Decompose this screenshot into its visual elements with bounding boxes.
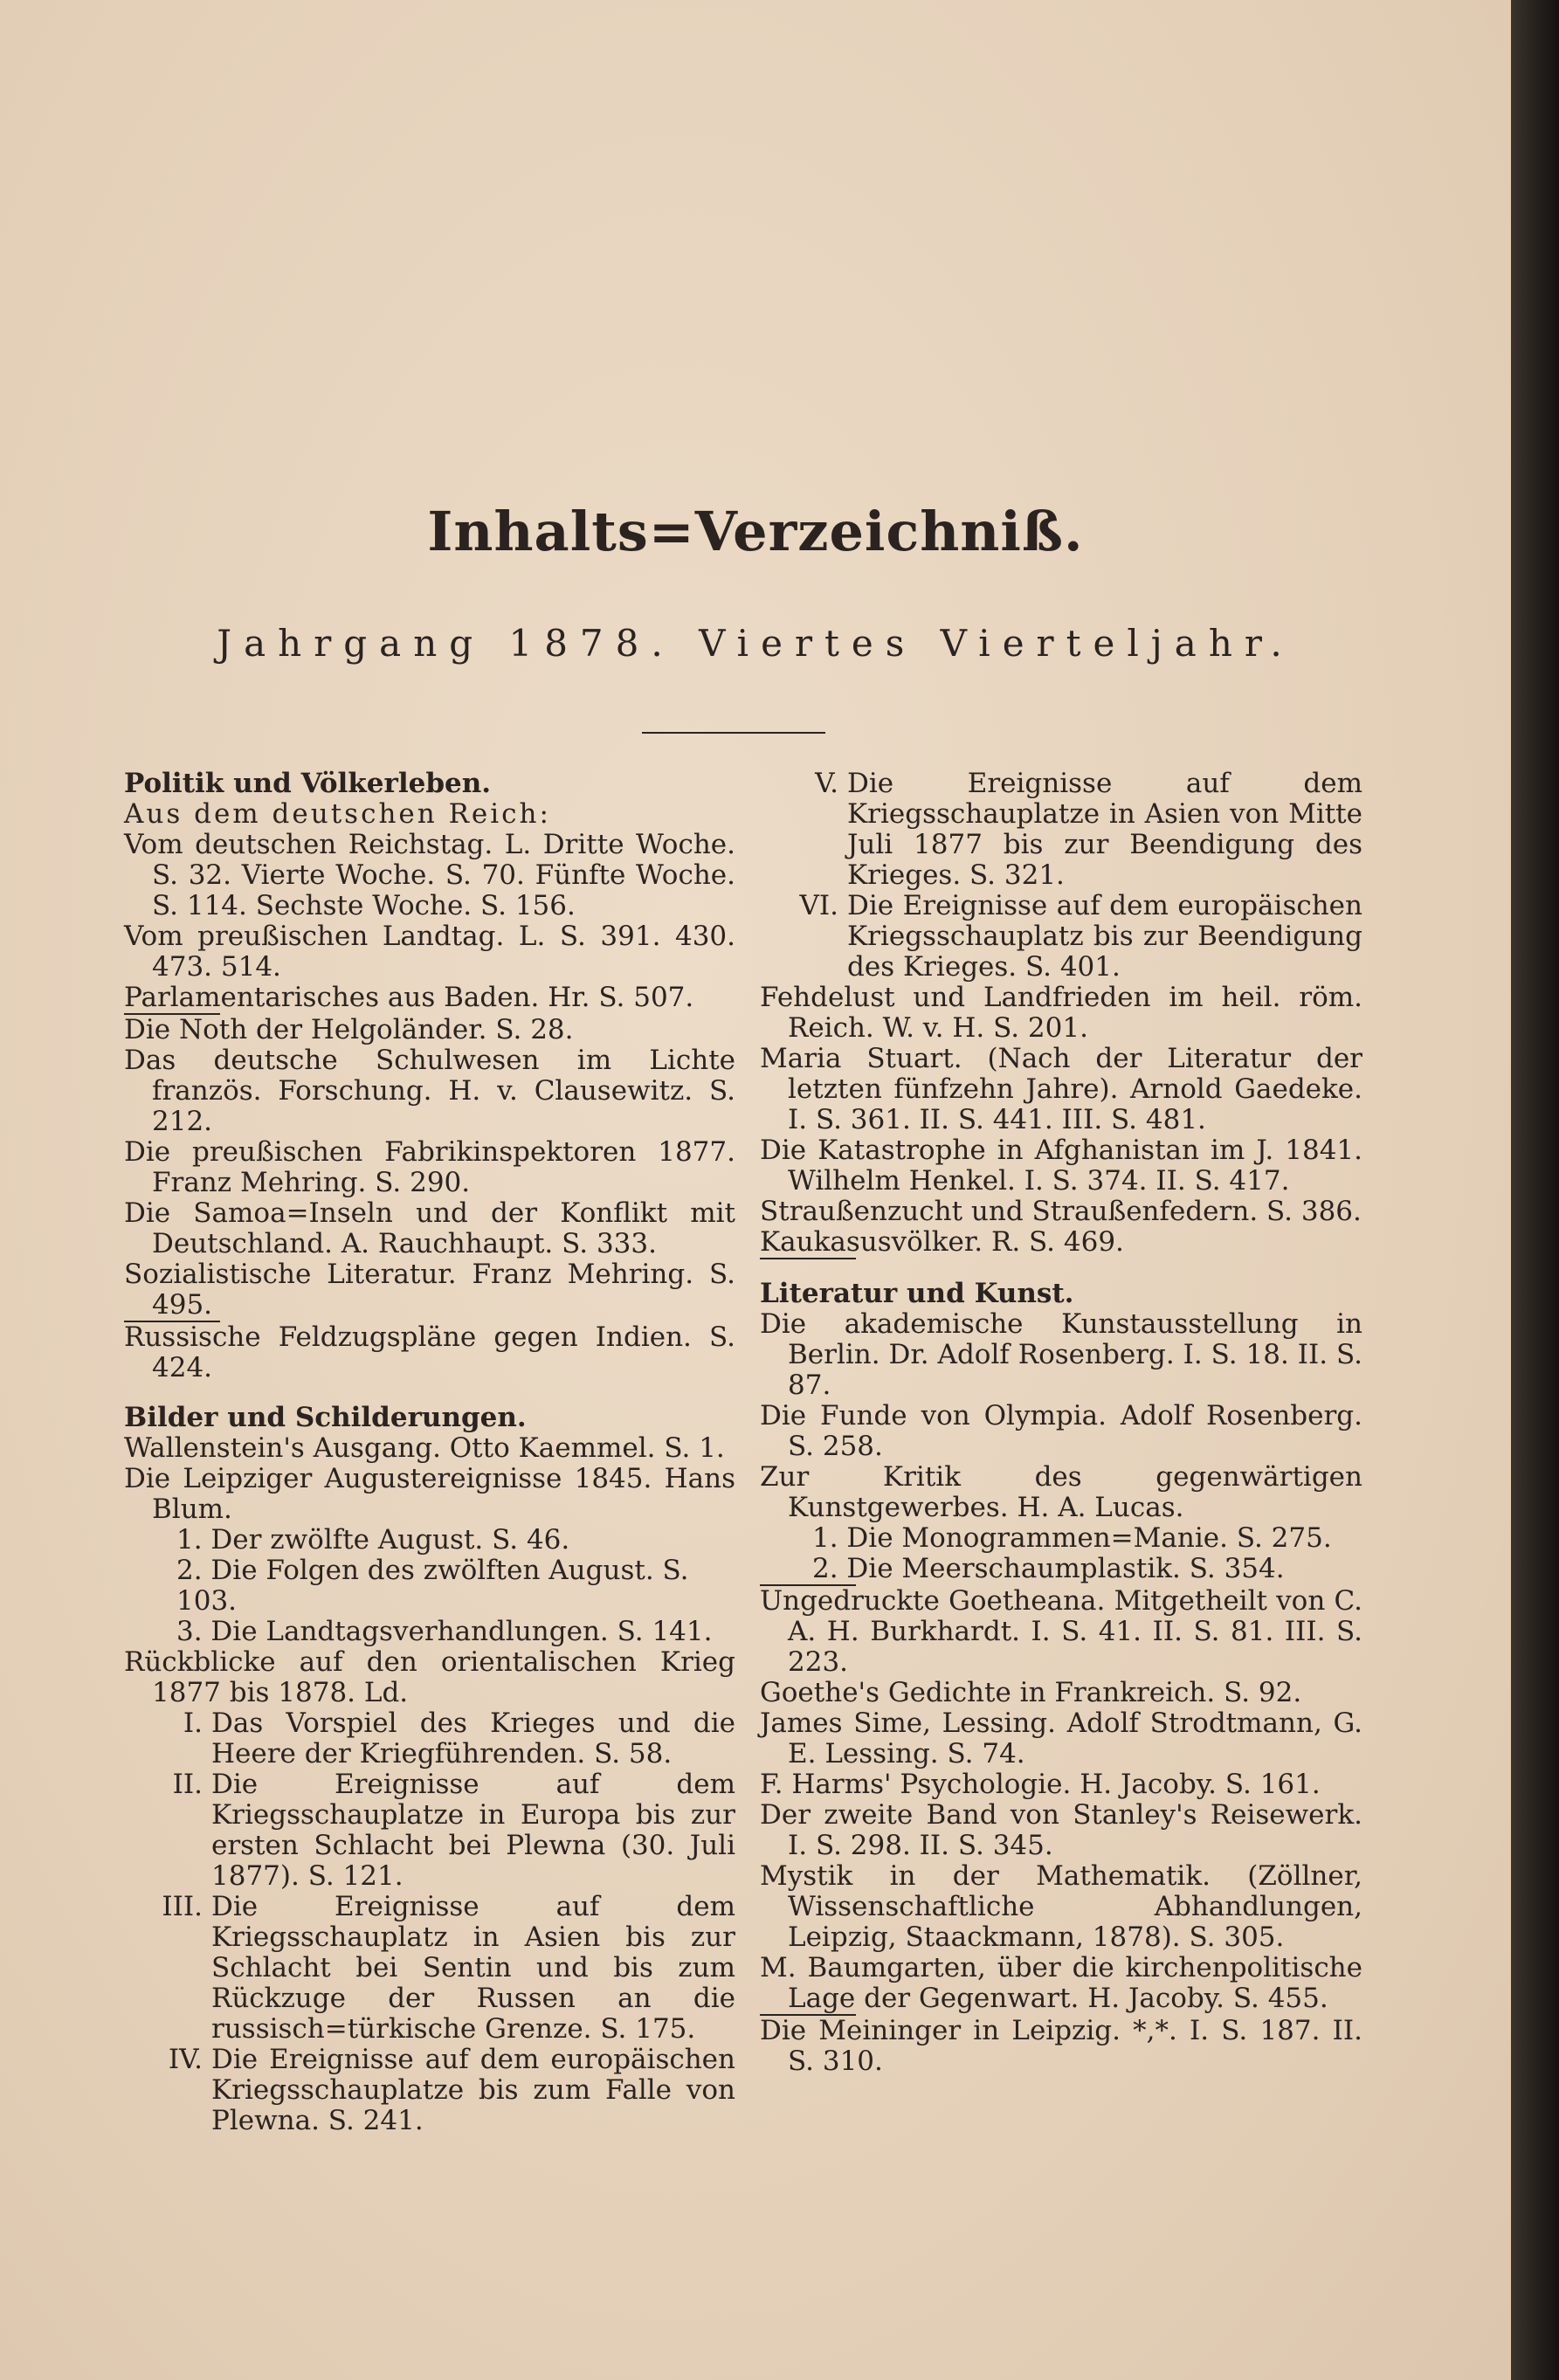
toc-roman-entry (760, 891, 1362, 983)
right-column (760, 769, 1362, 2077)
roman-numeral: I. (183, 1707, 203, 1739)
toc-roman-entry (124, 1708, 735, 1769)
toc-roman-entry (124, 2045, 735, 2136)
section-heading: Bilder und Schilderungen. (124, 1402, 527, 1433)
toc-entry: Der zweite Band von Stanley's Reisewerk. I. S. 298. II. S. 345. (760, 1799, 1362, 1861)
toc-entry: Vom deutschen Reichstag. L. Dritte Woche. S. 32. Vierte Woche. S. 70. Fünfte Woche. S. 114. Sechste Woche. S. 156. (124, 829, 735, 921)
roman-text: Die Ereignisse auf dem Kriegsschauplatze in Europa bis zur ersten Schlacht bei Plewna (30. Juli 1877). S. 121. (211, 1769, 735, 1892)
roman-text: Das Vorspiel des Krieges und die Heere der Kriegführenden. S. 58. (211, 1707, 735, 1769)
roman-text: Die Ereignisse auf dem europäischen Kriegsschauplatze bis zum Falle von Plewna. S. 241. (211, 2044, 735, 2136)
toc-entry: Russische Feldzugspläne gegen Indien. S. 424. (124, 1321, 735, 1383)
toc-entry: Die Katastrophe in Afghanistan im J. 1841. Wilhelm Henkel. I. S. 374. II. S. 417. (760, 1135, 1362, 1197)
toc-entry: Die akademische Kunstausstellung in Berlin. Dr. Adolf Rosenberg. I. S. 18. II. S. 87. (760, 1308, 1362, 1401)
toc-entry: F. Harms' Psychologie. H. Jacoby. S. 161. (760, 1769, 1321, 1800)
toc-entry: Die preußischen Fabrikinspektoren 1877. Franz Mehring. S. 290. (124, 1136, 735, 1198)
toc-entry: Rückblicke auf den orientalischen Krieg 1877 bis 1878. Ld. (124, 1646, 735, 1708)
toc-entry: James Sime, Lessing. Adolf Strodtmann, G. E. Lessing. S. 74. (760, 1707, 1362, 1769)
left-column (124, 769, 735, 2136)
roman-numeral: III. (162, 1891, 203, 1922)
toc-subentry: 2. Die Meerschaumplastik. S. 354. (812, 1553, 1285, 1584)
page-title: Inhalts=Verzeichniß. (427, 500, 1084, 563)
toc-entry: Die Funde von Olympia. Adolf Rosenberg. S. 258. (760, 1400, 1362, 1462)
section-heading: Politik und Völkerleben. (124, 768, 492, 799)
toc-roman-entry (124, 1892, 735, 2045)
toc-entry: Zur Kritik des gegenwärtigen Kunstgewerbes. H. A. Lucas. (760, 1461, 1362, 1523)
roman-numeral: II. (172, 1769, 203, 1800)
toc-roman-entry (124, 1769, 735, 1892)
roman-text: Die Ereignisse auf dem europäischen Kriegsschauplatz bis zur Beendigung des Krieges. S. 401. (847, 890, 1362, 983)
toc-entry: Das deutsche Schulwesen im Lichte französ. Forschung. H. v. Clausewitz. S. 212. (124, 1045, 735, 1137)
toc-entry: Wallenstein's Ausgang. Otto Kaemmel. S. 1. (124, 1432, 725, 1464)
toc-entry: Maria Stuart. (Nach der Literatur der letzten fünfzehn Jahre). Arnold Gaedeke. I. S. 361. II. S. 441. III. S. 481. (760, 1043, 1362, 1135)
roman-numeral: VI. (799, 890, 838, 921)
toc-entry: Fehdelust und Landfrieden im heil. röm. Reich. W. v. H. S. 201. (760, 982, 1362, 1044)
page-edge-shadow (1511, 0, 1559, 2380)
page-subtitle: Jahrgang 1878. Viertes Vierteljahr. (217, 622, 1294, 665)
toc-roman-entry (760, 769, 1362, 891)
toc-entry: Die Meininger in Leipzig. *,*. I. S. 187. II. S. 310. (760, 2015, 1362, 2077)
toc-entry: Sozialistische Literatur. Franz Mehring. S. 495. (124, 1259, 735, 1321)
roman-numeral: V. (815, 768, 838, 799)
toc-entry: Goethe's Gedichte in Frankreich. S. 92. (760, 1677, 1302, 1708)
title-divider (642, 732, 825, 734)
roman-text: Die Ereignisse auf dem Kriegsschauplatze in Asien von Mitte Juli 1877 bis zur Beendigung des Krieges. S. 321. (847, 768, 1362, 891)
subsection-heading: Aus dem deutschen Reich: (124, 798, 551, 830)
toc-entry: Straußenzucht und Straußenfedern. S. 386. (760, 1196, 1362, 1227)
toc-entry: Die Noth der Helgoländer. S. 28. (124, 1014, 574, 1045)
toc-subentry: 1. Die Monogrammen=Manie. S. 275. (812, 1522, 1332, 1554)
toc-entry: Die Leipziger Augustereignisse 1845. Hans Blum. (124, 1463, 735, 1525)
toc-entry: Die Samoa=Inseln und der Konflikt mit Deutschland. A. Rauchhaupt. S. 333. (124, 1197, 735, 1259)
toc-subentry: 3. Die Landtagsverhandlungen. S. 141. (176, 1616, 713, 1647)
toc-entry: Vom preußischen Landtag. L. S. 391. 430. 473. 514. (124, 921, 735, 983)
toc-entry: Kaukasusvölker. R. S. 469. (760, 1226, 1124, 1258)
roman-text: Die Ereignisse auf dem Kriegsschauplatz in Asien bis zur Schlacht bei Sentin und bis zum Rückzuge der Russen an die russisch=türkische Grenze. S. 175. (211, 1891, 735, 2045)
section-heading: Literatur und Kunst. (760, 1278, 1074, 1309)
toc-entry: M. Baumgarten, über die kirchenpolitische Lage der Gegenwart. H. Jacoby. S. 455. (760, 1952, 1362, 2014)
toc-subentry: 2. Die Folgen des zwölften August. S. 103. (176, 1555, 689, 1617)
roman-numeral: IV. (168, 2044, 203, 2075)
toc-entry: Mystik in der Mathematik. (Zöllner, Wissenschaftliche Abhandlungen, Leipzig, Staackmann, 1878). S. 305. (760, 1860, 1362, 1953)
toc-entry: Parlamentarisches aus Baden. Hr. S. 507. (124, 982, 694, 1013)
toc-subentry: 1. Der zwölfte August. S. 46. (176, 1524, 570, 1556)
toc-entry: Ungedruckte Goetheana. Mitgetheilt von C. A. H. Burkhardt. I. S. 41. II. S. 81. III. S. 223. (760, 1585, 1362, 1678)
